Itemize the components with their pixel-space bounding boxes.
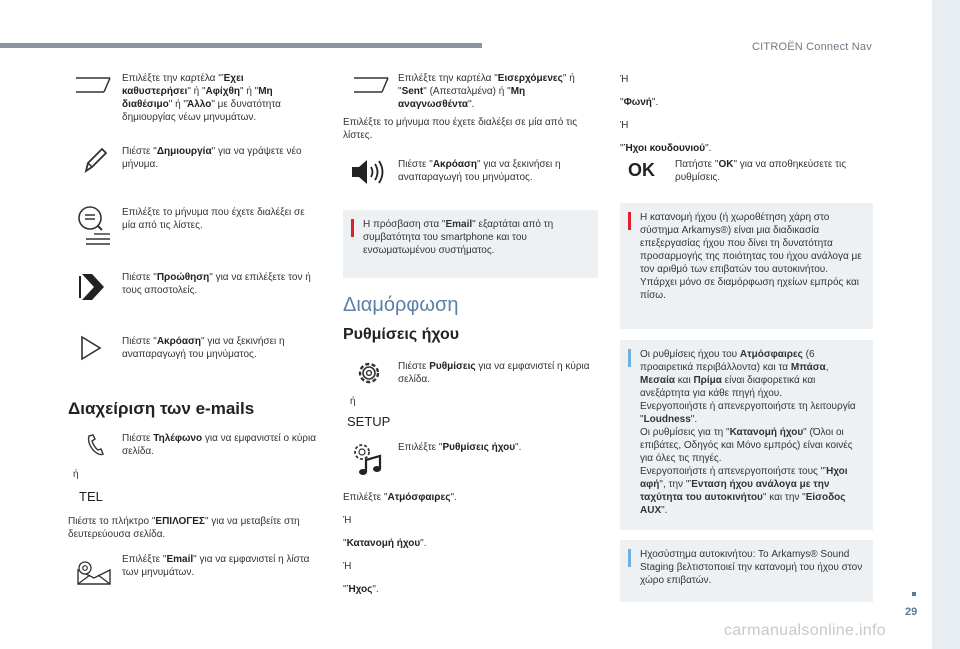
text-sound-distribution: "Κατανομή ήχου".: [343, 538, 427, 549]
forward-icon: [78, 272, 108, 302]
email-icon: [76, 560, 112, 586]
text-or: Ή: [620, 74, 629, 85]
text-or: ή: [73, 469, 79, 480]
setup-button-label: SETUP: [347, 414, 391, 429]
text-or: Ή: [620, 120, 629, 131]
text-sound-settings: Επιλέξτε "Ρυθμίσεις ήχου".: [398, 442, 522, 453]
tab-icon: [74, 76, 112, 98]
info-icon: [628, 349, 631, 367]
heading-email-management: Διαχείριση των e-mails: [68, 399, 255, 418]
heading-configuration: Διαμόρφωση: [343, 294, 459, 316]
top-rule: [0, 43, 482, 48]
phone-icon: [86, 433, 106, 457]
tab-icon: [352, 76, 390, 98]
text-or: ή: [350, 396, 356, 407]
speaker-icon: [350, 158, 386, 186]
info-note-arkamys: Ηχοσύστημα αυτοκινήτου: Το Arkamys® Sound Staging βελτιστοποιεί την κατανομή του ήχου στον χώρο επιβατών.: [620, 540, 873, 602]
text-or: Ή: [343, 561, 352, 572]
music-settings-icon: [352, 442, 384, 478]
warning-icon: [628, 212, 631, 230]
text-sound: "Ήχος".: [343, 584, 379, 595]
text-phone: Πιέστε Τηλέφωνο για να εμφανιστεί ο κύρια σελίδα.: [122, 433, 316, 457]
page-number: 29: [905, 606, 918, 618]
ok-button-label: OK: [628, 160, 655, 180]
text-forward: Πιέστε "Προώθηση" για να επιλέξετε τον ή τους αποστολείς.: [122, 272, 311, 296]
info-note-sound-settings: Οι ρυθμίσεις ήχου του Ατμόσφαιρες (6 προαιρετικά περιβάλλοντα) και τα Μπάσα, Μεσαία και Πρίμα είναι διαφορετικά και ανεξάρτητα για κάθε πηγή ήχου. Ενεργοποιήστε ή απενεργοποιήστε τη λειτουργία "Loudness". Οι ρυθμίσεις για τη "Κατανομή ήχου" (Όλοι οι επιβάτες, Οδηγός και Μόνο εμπρός) είναι κοινές για όλες τις πηγές. Ενεργοποιήστε ή απενεργοποιήστε τους "Ήχοι αφή", την "Ένταση ήχου ανάλογα με την ταχύτητα του αυτοκινήτου" και την "Είσοδος AUX".: [620, 340, 873, 530]
warning-icon: [351, 219, 354, 237]
text-select-tab-inbox: Επιλέξτε την καρτέλα "Εισερχόμενες" ή "Sent" (Απεσταλμένα) ή "Μη αναγνωσθέντα".: [398, 73, 575, 110]
text-ambiance: Επιλέξτε "Ατμόσφαιρες".: [343, 492, 457, 503]
page-side-band: [932, 0, 960, 649]
play-icon: [80, 335, 102, 361]
page-marker: [912, 592, 916, 596]
warning-note-email: Η πρόσβαση στα "Email" εξαρτάται από τη συμβατότητα του smartphone και του ενσωματωμένου συστήματος.: [343, 210, 598, 278]
warning-note-sound-distribution: Η κατανομή ήχου (ή χωροθέτηση χάρη στο σύστημα Arkamys®) είναι μια διαδικασία επεξεργασίας ήχου που δίνει τη δυνατότητα προσαρμογής της ποιότητας του ήχου ανάλογα με τον αριθμό των επιβατών του αυτοκινήτου. Υπάρχει μόνο σε διαμόρφωση ηχείων εμπρός και πίσω.: [620, 203, 873, 329]
text-select-message: Επιλέξτε το μήνυμα που έχετε διαλέξει σε μία από τις λίστες.: [343, 117, 578, 141]
pencil-icon: [82, 145, 108, 175]
text-listen: Πιέστε "Ακρόαση" για να ξεκινήσει η αναπαραγωγή του μηνύματος.: [398, 159, 561, 183]
text-voice: "Φωνή".: [620, 97, 659, 108]
text-email: Επιλέξτε "Email" για να εμφανιστεί η λίστα των μηνυμάτων.: [122, 554, 310, 578]
text-or: Ή: [343, 515, 352, 526]
text-ok-save: Πατήστε "OK" για να αποθηκεύσετε τις ρυθμίσεις.: [675, 159, 847, 183]
text-create-message: Πιέστε "Δημιουργία" για να γράψετε νέο μήνυμα.: [122, 146, 302, 170]
heading-sound-settings: Ρυθμίσεις ήχου: [343, 326, 460, 343]
gear-icon: [355, 359, 383, 387]
info-icon: [628, 549, 631, 567]
text-ringtones: "Ήχοι κουδουνιού".: [620, 143, 712, 154]
page-header: CITROËN Connect Nav: [752, 41, 872, 53]
watermark: carmanualsonline.info: [724, 622, 886, 639]
text-options: Πιέστε το πλήκτρο "ΕΠΙΛΟΓΕΣ" για να μεταβείτε στη δευτερεύουσα σελίδα.: [68, 516, 300, 540]
text-select-message: Επιλέξτε το μήνυμα που έχετε διαλέξει σε μία από τις λίστες.: [122, 207, 305, 231]
text-select-tab-messages: Επιλέξτε την καρτέλα "Έχει καθυστερήσει" ή "Αφίχθη" ή "Μη διαθέσιμο" ή "Άλλο" με δυνατότητα δημιουργίας νέων μηνυμάτων.: [122, 73, 281, 123]
tel-button-label: TEL: [79, 489, 103, 504]
text-listen: Πιέστε "Ακρόαση" για να ξεκινήσει η αναπαραγωγή του μηνύματος.: [122, 336, 285, 360]
text-settings: Πιέστε Ρυθμίσεις για να εμφανιστεί η κύρια σελίδα.: [398, 361, 590, 385]
list-detail-icon: [76, 204, 112, 246]
